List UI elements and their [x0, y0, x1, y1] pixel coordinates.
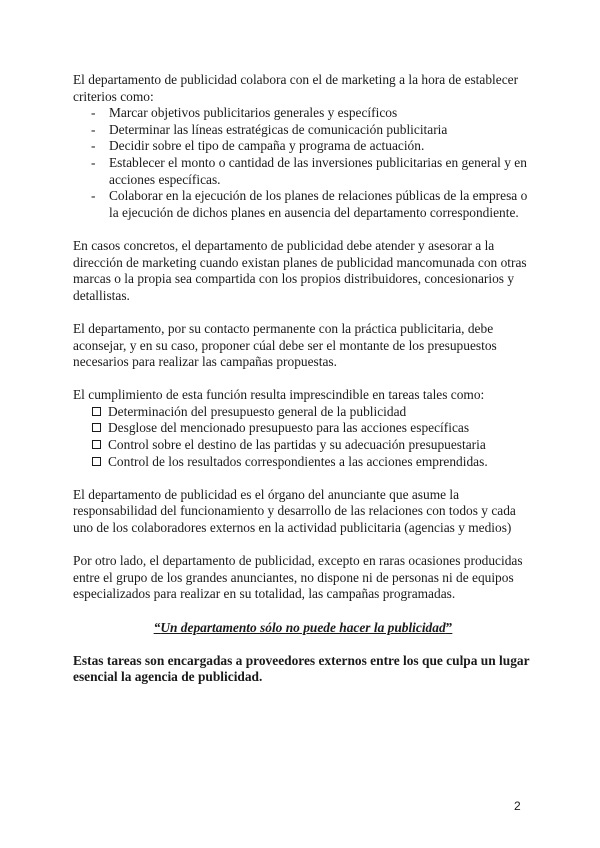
- page-number: 2: [514, 799, 521, 813]
- otro-lado-paragraph: Por otro lado, el departamento de publicidad, excepto en raras ocasiones producidas entre el grupo de los grandes anunciantes, no dispone ni de personas ni de equipos especializados para realizar en su totalidad, las campañas programadas.: [73, 553, 523, 602]
- list-item: - Decidir sobre el tipo de campaña y programa de actuación.: [73, 138, 533, 155]
- conclusion-paragraph: Estas tareas son encargadas a proveedores externos entre los que culpa un lugar esencial la agencia de publicidad.: [73, 652, 530, 685]
- contacto-paragraph: El departamento, por su contacto permanente con la práctica publicitaria, debe aconsejar, y en su caso, proponer cúal debe ser el montante de los presupuestos necesarios para realizar las campañas propuestas.: [73, 320, 497, 370]
- spacer: [73, 304, 533, 321]
- list-item: - Marcar objetivos publicitarios generales y específicos: [73, 105, 533, 122]
- list-item: - Establecer el monto o cantidad de las inversiones publicitarias en general y en acciones específicas.: [73, 155, 533, 188]
- checkbox-icon: [92, 407, 101, 416]
- spacer: [73, 470, 533, 487]
- task-label: Control de los resultados correspondientes a las acciones emprendidas.: [108, 453, 488, 469]
- intro-paragraph: El departamento de publicidad colabora con el de marketing a la hora de establecer criterios como:: [73, 72, 519, 104]
- list-item: [73, 404, 533, 421]
- spacer: [73, 221, 533, 238]
- checkbox-icon: [92, 457, 101, 466]
- task-label: Determinación del presupuesto general de la publicidad: [108, 403, 407, 419]
- quote-open-mark: “: [153, 619, 161, 635]
- list-item: [73, 420, 533, 437]
- spacer: [73, 603, 533, 620]
- checkbox-icon: [92, 423, 101, 432]
- criteria-list: [73, 105, 533, 221]
- checkbox-icon: [92, 440, 101, 449]
- list-item: [73, 437, 533, 454]
- casos-paragraph: En casos concretos, el departamento de publicidad debe atender y asesorar a la dirección de marketing cuando existan planes de publicidad mancomunada con otras marcas o la propia sea compartida con los propios distribuidores, concesionarios y detallistas.: [73, 237, 527, 303]
- organo-paragraph: El departamento de publicidad es el órgano del anunciante que asume la responsabilidad del funcionamiento y desarrollo de las relaciones con todos y cada uno de los colaboradores externos en la actividad publicitaria (agencias y medios): [73, 486, 516, 536]
- spacer: [73, 537, 533, 554]
- cumplimiento-paragraph: El cumplimiento de esta función resulta imprescindible en tareas tales como:: [73, 387, 485, 403]
- tasks-list: [73, 404, 533, 470]
- document-body: [73, 72, 533, 686]
- list-item: - Determinar las líneas estratégicas de comunicación publicitaria: [73, 122, 533, 139]
- task-label: Desglose del mencionado presupuesto para las acciones específicas: [108, 420, 470, 436]
- list-item: [73, 454, 533, 471]
- spacer: [73, 371, 533, 388]
- quote-close-mark: ”: [445, 619, 453, 635]
- quote-text: Un departamento sólo no puede hacer la publicidad: [160, 619, 446, 635]
- spacer: [73, 636, 533, 653]
- task-label: Control sobre el destino de las partidas y su adecuación presupuestaria: [108, 437, 486, 453]
- list-item: - Colaborar en la ejecución de los planes de relaciones públicas de la empresa o la ejecución de dichos planes en ausencia del departamento correspondiente.: [73, 188, 533, 221]
- pull-quote: [73, 620, 533, 637]
